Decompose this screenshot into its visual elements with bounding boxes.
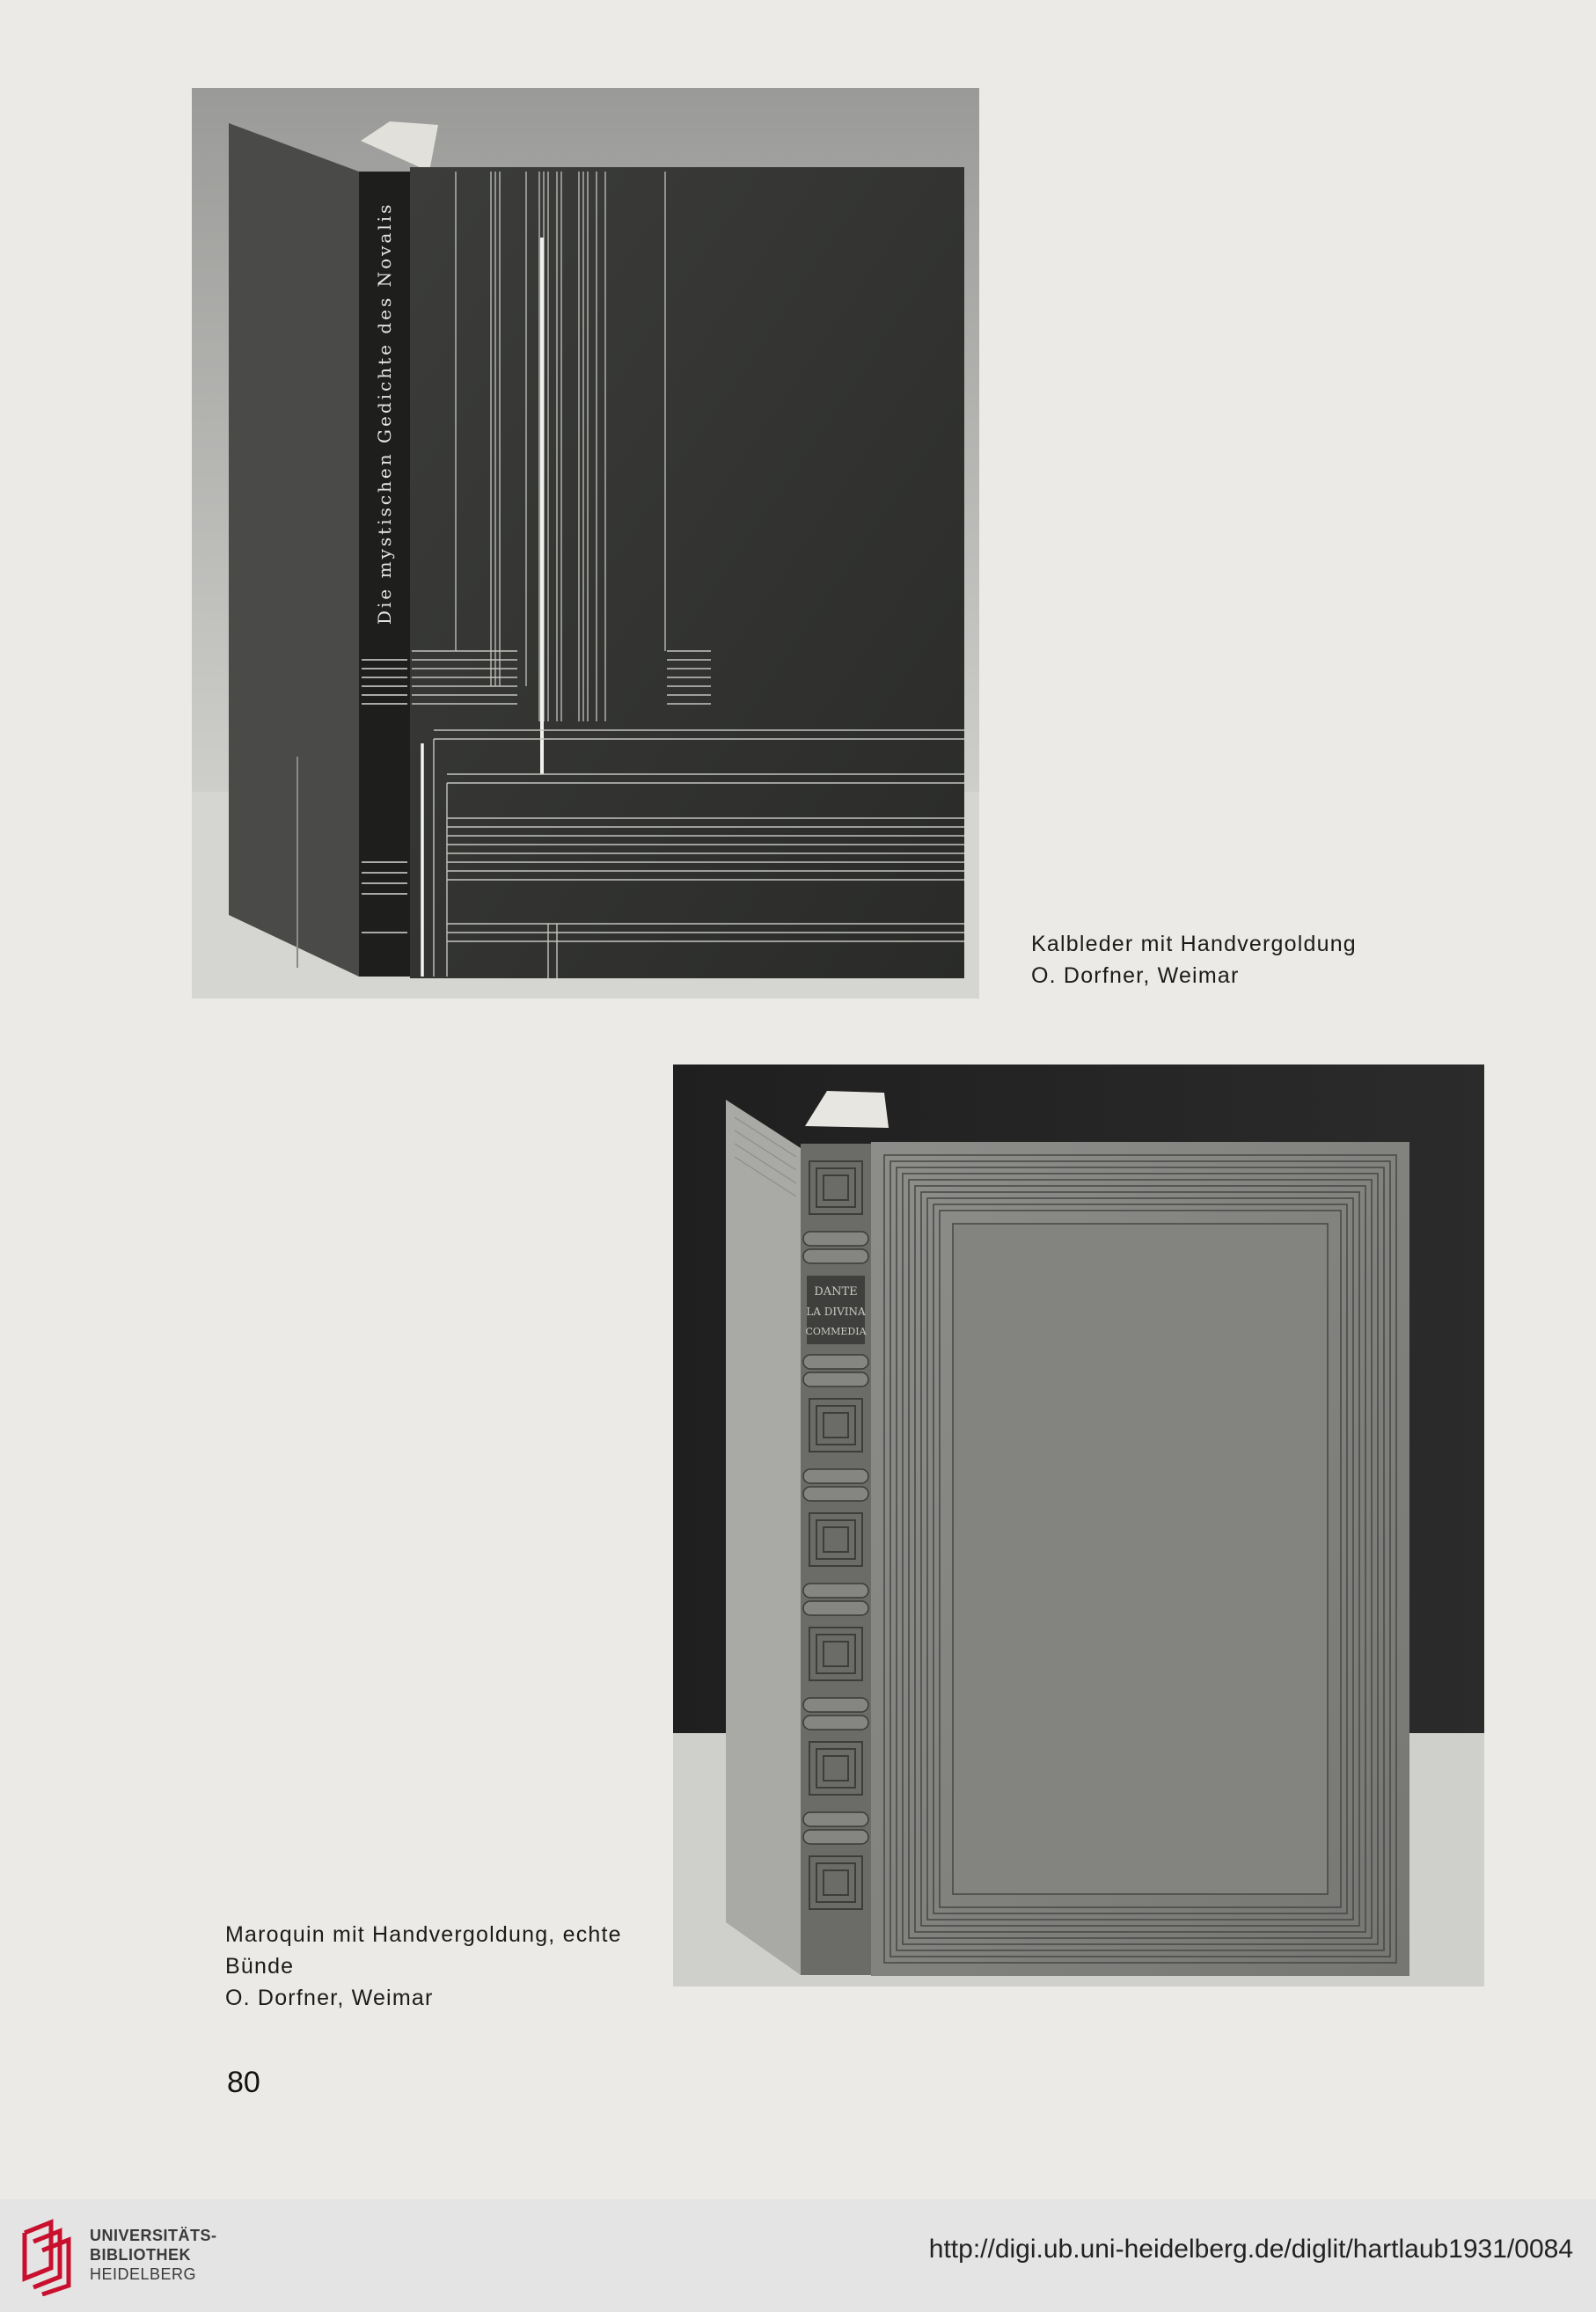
footer-bar	[0, 2199, 1596, 2312]
page-number: 80	[227, 2066, 260, 2099]
photo-morocco-binding	[673, 1065, 1484, 1986]
library-name	[90, 2226, 217, 2284]
caption-bottom-line-1: Maroquin mit Handvergoldung, echte	[225, 1922, 622, 1947]
caption-bottom-line-2: Bünde	[225, 1954, 295, 1979]
photo-calf-leather-binding	[192, 88, 979, 999]
caption-top-line-1: Kalbleder mit Handvergoldung	[1031, 932, 1357, 956]
source-url-link[interactable]: http://digi.ub.uni-heidelberg.de/diglit/hartlaub1931/0084	[928, 2235, 1573, 2264]
book2-spine-label-line-1: DANTE	[814, 1285, 858, 1299]
caption-bottom	[225, 1919, 622, 2014]
caption-top	[1031, 928, 1357, 991]
library-name-line-3: HEIDELBERG	[90, 2265, 197, 2283]
book1-spine-title: Die mystischen Gedichte des Novalis	[374, 201, 395, 625]
book2-spine-label-line-2: LA DIVINA	[806, 1306, 866, 1318]
library-name-line-2: BIBLIOTHEK	[90, 2246, 191, 2264]
library-logo-icon	[16, 2215, 79, 2296]
caption-bottom-line-3: O. Dorfner, Weimar	[225, 1986, 434, 2010]
library-name-line-1: UNIVERSITÄTS-	[90, 2227, 217, 2244]
caption-top-line-2: O. Dorfner, Weimar	[1031, 963, 1240, 988]
book2-spine-label-line-3: COMMEDIA	[805, 1326, 867, 1337]
